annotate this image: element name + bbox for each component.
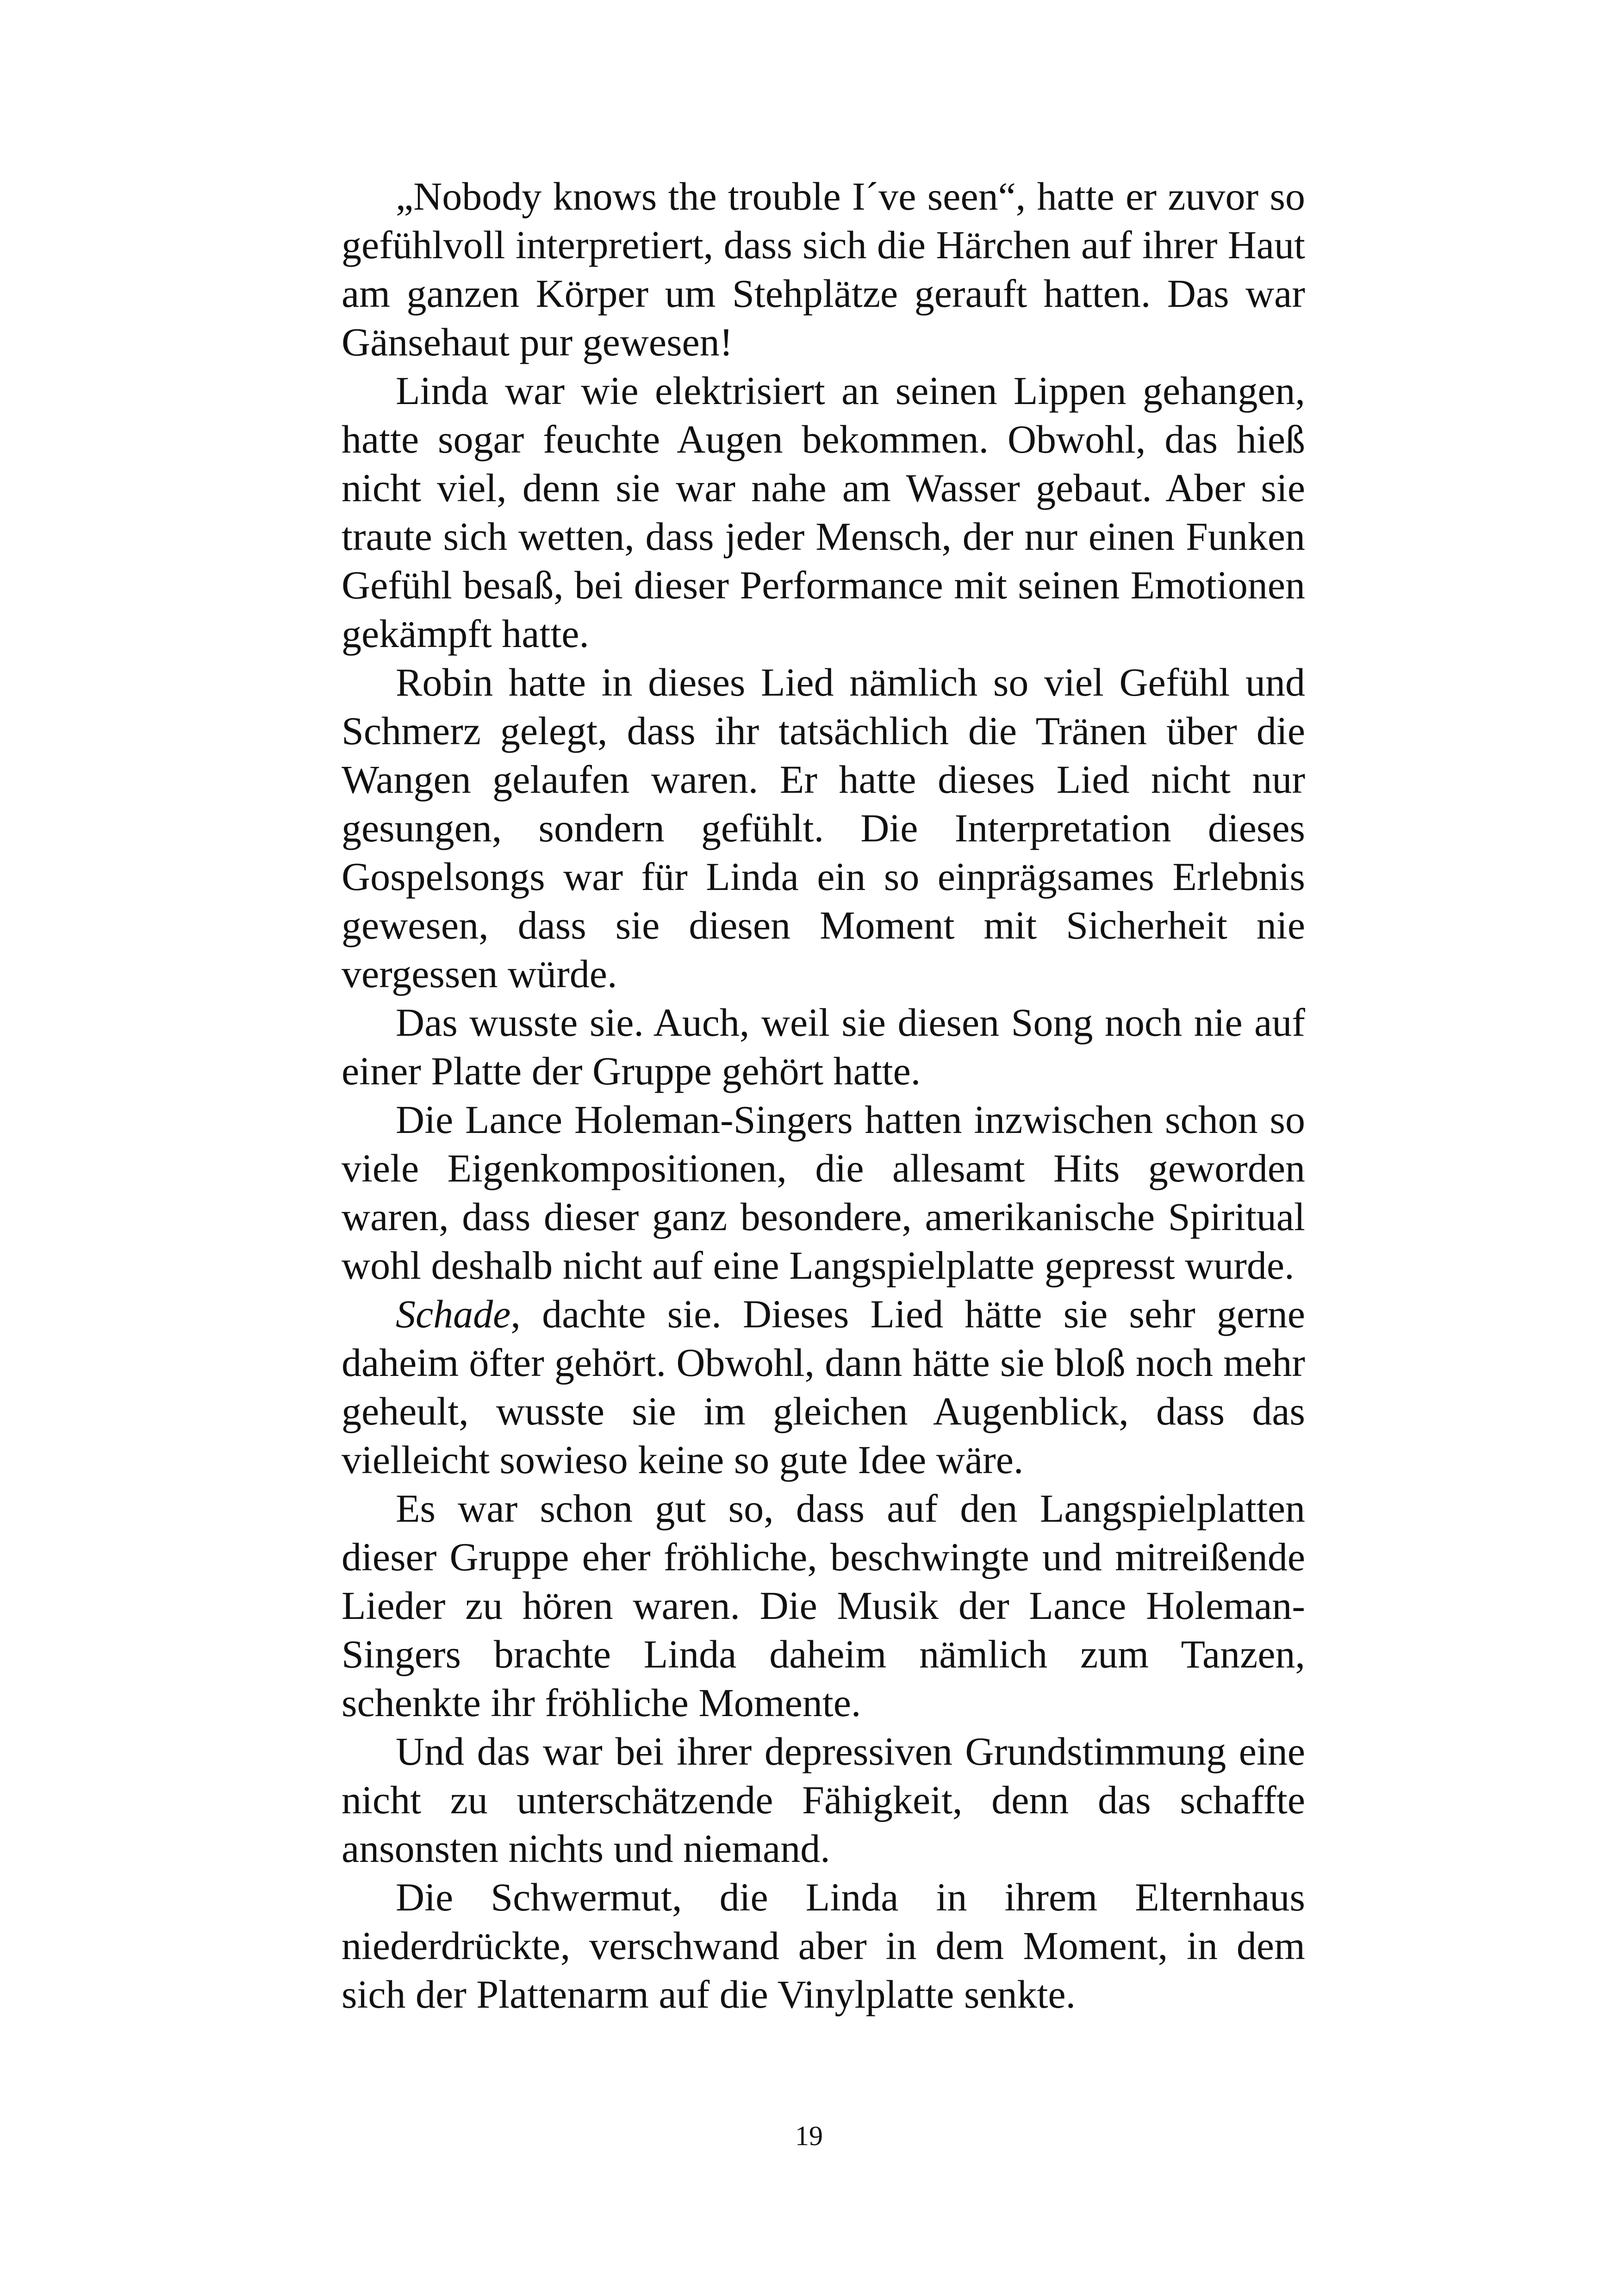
paragraph-7: Es war schon gut so, dass auf den Langspielplatten dieser Gruppe eher fröhliche, beschwingte und mitreißende Lieder zu hören waren. Die Musik der Lance Holeman-Singers brachte Linda daheim nämlich zum Tanzen, schenkte ihr fröhliche Momente. bbox=[342, 1486, 1305, 1725]
paragraph-4: Das wusste sie. Auch, weil sie diesen Song noch nie auf einer Platte der Gruppe gehört hatte. bbox=[342, 1000, 1305, 1093]
paragraph-1: „Nobody knows the trouble I´ve seen“, hatte er zuvor so gefühlvoll interpretiert, dass sich die Härchen auf ihrer Haut am ganzen Körper um Stehplätze gerauft hatten. Das war Gänsehaut pur gewesen! bbox=[342, 174, 1305, 364]
paragraph-8: Und das war bei ihrer depressiven Grundstimmung eine nicht zu unterschätzende Fähigkeit, denn das schaffte ansonsten nichts und niemand. bbox=[342, 1729, 1305, 1871]
italic-word-schade: Schade bbox=[396, 1292, 511, 1336]
paragraph-2: Linda war wie elektrisiert an seinen Lippen gehangen, hatte sogar feuchte Augen bekommen. Obwohl, das hieß nicht viel, denn sie war nahe am Wasser gebaut. Aber sie traute sich wetten, dass jeder Mensch, der nur einen Funken Gefühl besaß, bei dieser Performance mit seinen Emotionen gekämpft hatte. bbox=[342, 368, 1305, 656]
paragraph-9: Die Schwermut, die Linda in ihrem Elternhaus niederdrückte, verschwand aber in dem Moment, in dem sich der Plattenarm auf die Vinylplatte senkte. bbox=[342, 1875, 1305, 2016]
paragraph-6 bbox=[342, 1290, 1305, 1484]
body-text bbox=[342, 172, 1305, 2019]
paragraph-5: Die Lance Holeman-Singers hatten inzwischen schon so viele Eigenkompositionen, die allesamt Hits geworden waren, dass dieser ganz besondere, amerikanische Spiritual wohl deshalb nicht auf eine Langspielplatte gepresst wurde. bbox=[342, 1097, 1305, 1288]
page-number: 19 bbox=[795, 2121, 823, 2151]
paragraph-6-rest: , dachte sie. Dieses Lied hätte sie sehr gerne daheim öfter gehört. Obwohl, dann hätte sie bloß noch mehr geheult, wusste sie im gleichen Augenblick, dass das vielleicht sowieso keine so gute Idee wäre. bbox=[342, 1292, 1305, 1482]
paragraph-3: Robin hatte in dieses Lied nämlich so viel Gefühl und Schmerz gelegt, dass ihr tatsächlich die Tränen über die Wangen gelaufen waren. Er hatte dieses Lied nicht nur gesungen, sondern gefühlt. Die Interpretation dieses Gospelsongs war für Linda ein so einprägsames Erlebnis gewesen, dass sie diesen Moment mit Sicherheit nie vergessen würde. bbox=[342, 660, 1305, 996]
